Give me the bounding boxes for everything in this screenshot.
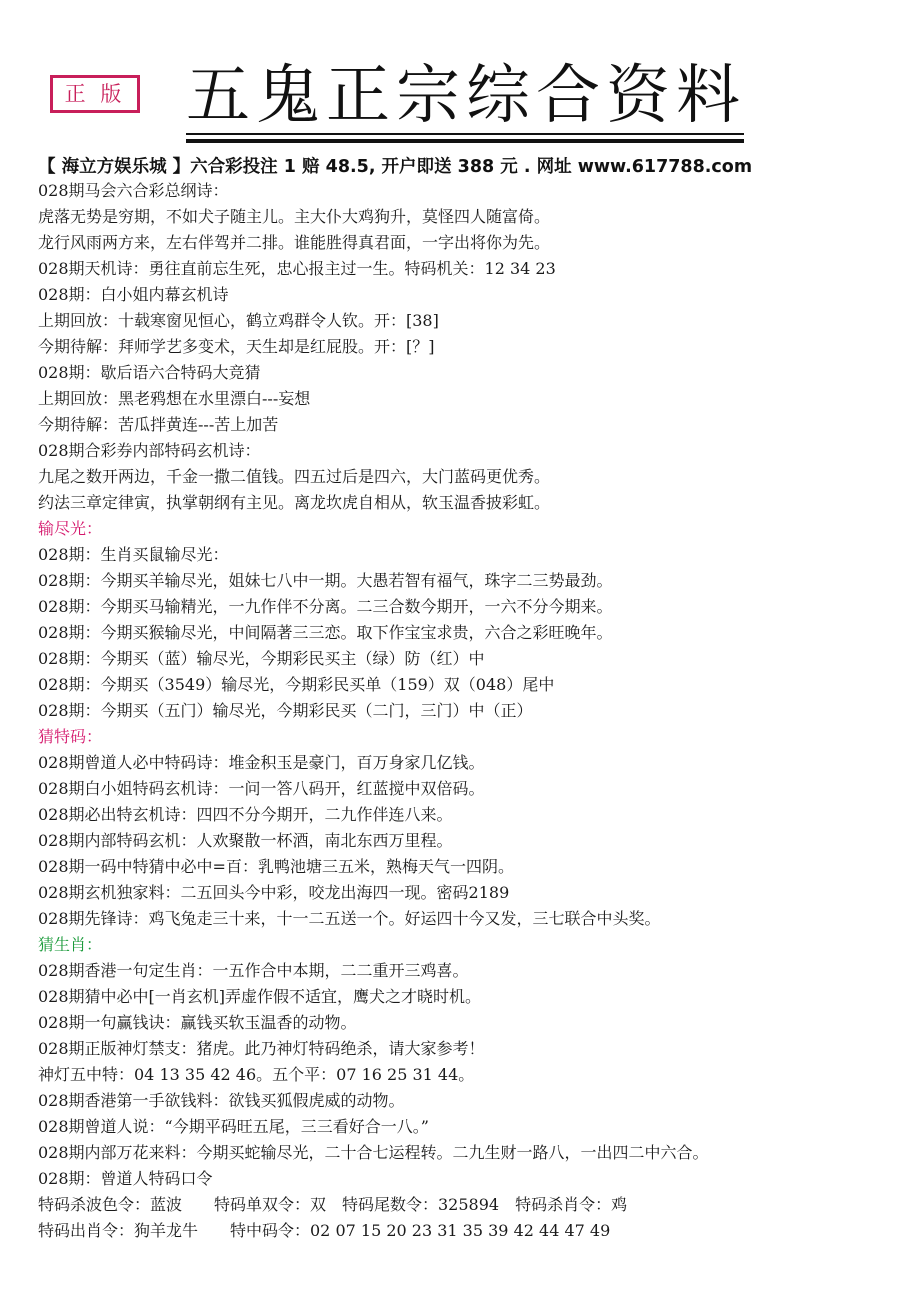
text-line: 028期玄机独家料：二五回头今中彩，咬龙出海四一现。密码2189 — [38, 883, 510, 902]
text-line: 028期必出特玄机诗：四四不分今期开，二九作伴连八来。 — [38, 805, 453, 824]
authentic-badge: 正 版 — [50, 75, 140, 113]
text-line: 028期：白小姐内幕玄机诗 — [38, 285, 229, 304]
text-line: 028期香港第一手欲钱料：欲钱买狐假虎威的动物。 — [38, 1091, 405, 1110]
text-line: 上期回放：十载寒窗见恒心，鹤立鸡群令人钦。开：[38] — [38, 311, 439, 330]
text-line: 028期马会六合彩总纲诗： — [38, 181, 229, 200]
text-line: 028期：今期买猴输尽光，中间隔著三三恋。取下作宝宝求贵，六合之彩旺晚年。 — [38, 623, 613, 642]
text-line: 028期：歇后语六合特码大竞猜 — [38, 363, 261, 382]
text-line: 028期白小姐特码玄机诗：一问一答八码开，红蓝搅中双倍码。 — [38, 779, 485, 798]
text-line: 028期：生肖买鼠输尽光： — [38, 545, 229, 564]
text-line: 028期一句赢钱诀：赢钱买软玉温香的动物。 — [38, 1013, 357, 1032]
text-line: 028期曾道人说：“今期平码旺五尾，三三看好合一八。” — [38, 1117, 429, 1136]
text-line: 028期内部特码玄机：人欢聚散一杯酒，南北东西万里程。 — [38, 831, 453, 850]
text-line: 虎落无势是穷期，不如犬子随主儿。主大仆大鸡狗升，莫怪四人随富倚。 — [38, 207, 551, 226]
text-line: 028期内部万花来料：今期买蛇输尽光，二十合七运程转。二九生财一路八，一出四二中六合。 — [38, 1143, 709, 1162]
text-line: 028期：今期买（蓝）输尽光，今期彩民买主（绿）防（红）中 — [38, 649, 485, 668]
text-line: 028期：今期买（五门）输尽光，今期彩民买（二门，三门）中（正） — [38, 701, 533, 720]
text-line: 028期天机诗：勇往直前忘生死，忠心报主过一生。特码机关：12 34 23 — [38, 259, 556, 278]
text-line: 028期先锋诗：鸡飞兔走三十来，十一二五送一个。好运四十今又发，三七联合中头奖。 — [38, 909, 661, 928]
text-line: 特码杀波色令：蓝波 特码单双令：双 特码尾数令：325894 特码杀肖令：鸡 — [38, 1195, 628, 1214]
text-line: 今期待解：拜师学艺多变术，天生却是红屁股。开：[？] — [38, 337, 435, 356]
text-line: 028期：今期买马输精光，一九作伴不分离。二三合数今期开，一六不分今期来。 — [38, 597, 613, 616]
text-line: 028期合彩券内部特码玄机诗： — [38, 441, 261, 460]
content-lines — [38, 178, 888, 1244]
section-heading-lose-all: 输尽光： — [38, 519, 103, 538]
text-line: 九尾之数开两边，千金一撒二值钱。四五过后是四六，大门蓝码更优秀。 — [38, 467, 551, 486]
text-line: 028期：今期买羊输尽光，姐妹七八中一期。大愚若智有福气，珠字二三势最劲。 — [38, 571, 613, 590]
text-line: 028期猜中必中[一肖玄机]弄虚作假不适宜，鹰犬之才晓时机。 — [38, 987, 482, 1006]
text-line: 龙行风雨两方来，左右伴驾并二排。谁能胜得真君面，一字出将你为先。 — [38, 233, 551, 252]
text-line: 028期：曾道人特码口令 — [38, 1169, 213, 1188]
text-line: 028期曾道人必中特码诗：堆金积玉是豪门，百万身家几亿钱。 — [38, 753, 485, 772]
title-underline-thin — [186, 133, 744, 135]
text-line: 今期待解：苦瓜拌黄连---苦上加苦 — [38, 415, 279, 434]
section-heading-guess-zodiac: 猜生肖： — [38, 935, 103, 954]
text-line: 神灯五中特：04 13 35 42 46。五个平：07 16 25 31 44。 — [38, 1065, 475, 1084]
section-heading-guess-code: 猜特码： — [38, 727, 103, 746]
ad-banner: 【 海立方娱乐城 】六合彩投注 1 赔 48.5, 开户即送 388 元 . 网址 www.617788.com — [38, 157, 753, 177]
text-line: 028期一码中特猜中必中=百：乳鸭池塘三五米，熟梅天气一四阴。 — [38, 857, 514, 876]
title-underline-thick — [186, 139, 744, 143]
text-line: 上期回放：黑老鸦想在水里漂白---妄想 — [38, 389, 311, 408]
text-line: 特码出肖令：狗羊龙牛 特中码令：02 07 15 20 23 31 35 39 42 44 47 49 — [38, 1221, 611, 1240]
text-line: 028期：今期买（3549）输尽光，今期彩民买单（159）双（048）尾中 — [38, 675, 555, 694]
text-line: 028期正版神灯禁支：猪虎。此乃神灯特码绝杀，请大家参考！ — [38, 1039, 485, 1058]
text-line: 约法三章定律寅，执掌朝纲有主见。离龙坎虎自相从，软玉温香披彩虹。 — [38, 493, 551, 512]
page-title: 五鬼正宗综合资料 — [186, 59, 746, 133]
text-line: 028期香港一句定生肖：一五作合中本期，二二重开三鸡喜。 — [38, 961, 469, 980]
